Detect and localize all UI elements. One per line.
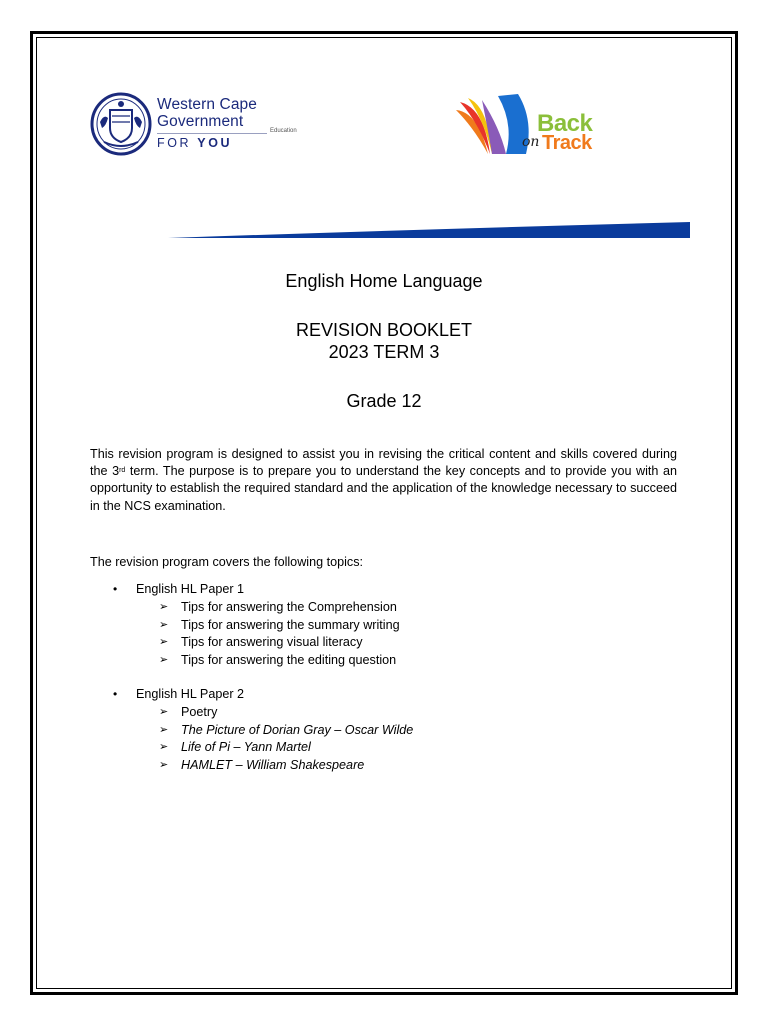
topics-heading: The revision program covers the following topics: xyxy=(90,555,363,569)
arrow-bullet-icon: ➢ xyxy=(159,758,169,771)
booklet-title xyxy=(0,319,768,363)
wcg-tagline-bold: YOU xyxy=(197,136,233,150)
wcg-tagline-prefix: FOR xyxy=(157,136,198,150)
arrow-bullet-icon: ➢ xyxy=(159,741,169,753)
intro-text-part1: This revision program is designed to assist you in revising the critical content and skills covered during the 3 xyxy=(90,447,677,479)
back-on-track-logo xyxy=(454,92,614,160)
intro-paragraph xyxy=(90,446,677,515)
logo-word-back: Back xyxy=(537,110,593,137)
topic-text: Tips for answering the summary writing xyxy=(181,617,400,632)
wcg-name-line2: Government xyxy=(157,113,244,130)
arrow-bullet-icon: ➢ xyxy=(159,601,169,613)
header-swoosh-divider xyxy=(168,221,690,239)
arrow-bullet-icon: ➢ xyxy=(159,653,169,666)
arrow-bullet-icon: ➢ xyxy=(159,618,169,631)
paper-title: English HL Paper 1 xyxy=(136,582,245,596)
coat-of-arms-icon xyxy=(90,92,152,156)
arrow-bullet-icon: ➢ xyxy=(159,706,169,718)
logo-word-track: Track xyxy=(542,132,592,154)
topic-text: Life of Pi – Yann Martel xyxy=(181,740,311,754)
topic-text: Tips for answering the Comprehension xyxy=(181,600,397,614)
bullet-icon: • xyxy=(113,687,118,701)
paper-title: English HL Paper 2 xyxy=(136,687,245,701)
intro-text-part2: term. The purpose is to prepare you to understand the key concepts and to provide you with an opportunity to establish the required standard and the application of the knowledge necessary to succeed in the NCS examination. xyxy=(90,464,677,513)
grade-title: Grade 12 xyxy=(346,391,422,411)
wcg-tagline xyxy=(157,136,232,150)
subject-title: English Home Language xyxy=(285,271,483,291)
bullet-icon: • xyxy=(113,582,118,596)
topic-text: HAMLET – William Shakespeare xyxy=(181,757,365,772)
wcg-logo xyxy=(90,92,320,158)
arrow-bullet-icon: ➢ xyxy=(159,723,169,736)
intro-superscript: rd xyxy=(119,467,126,475)
topic-text: Tips for answering visual literacy xyxy=(181,635,363,649)
logo-word-on: on xyxy=(522,134,540,150)
topic-text: The Picture of Dorian Gray – Oscar Wilde xyxy=(181,722,414,737)
topic-text: Poetry xyxy=(181,705,218,719)
topic-text: Tips for answering the editing question xyxy=(181,652,397,667)
wcg-name-line1: Western Cape xyxy=(157,96,257,113)
booklet-title-line2: 2023 TERM 3 xyxy=(328,342,440,362)
booklet-title-line1: REVISION BOOKLET xyxy=(295,320,473,340)
arrow-bullet-icon: ➢ xyxy=(159,636,169,648)
wcg-department: Education xyxy=(270,128,297,134)
wcg-divider xyxy=(157,133,267,134)
